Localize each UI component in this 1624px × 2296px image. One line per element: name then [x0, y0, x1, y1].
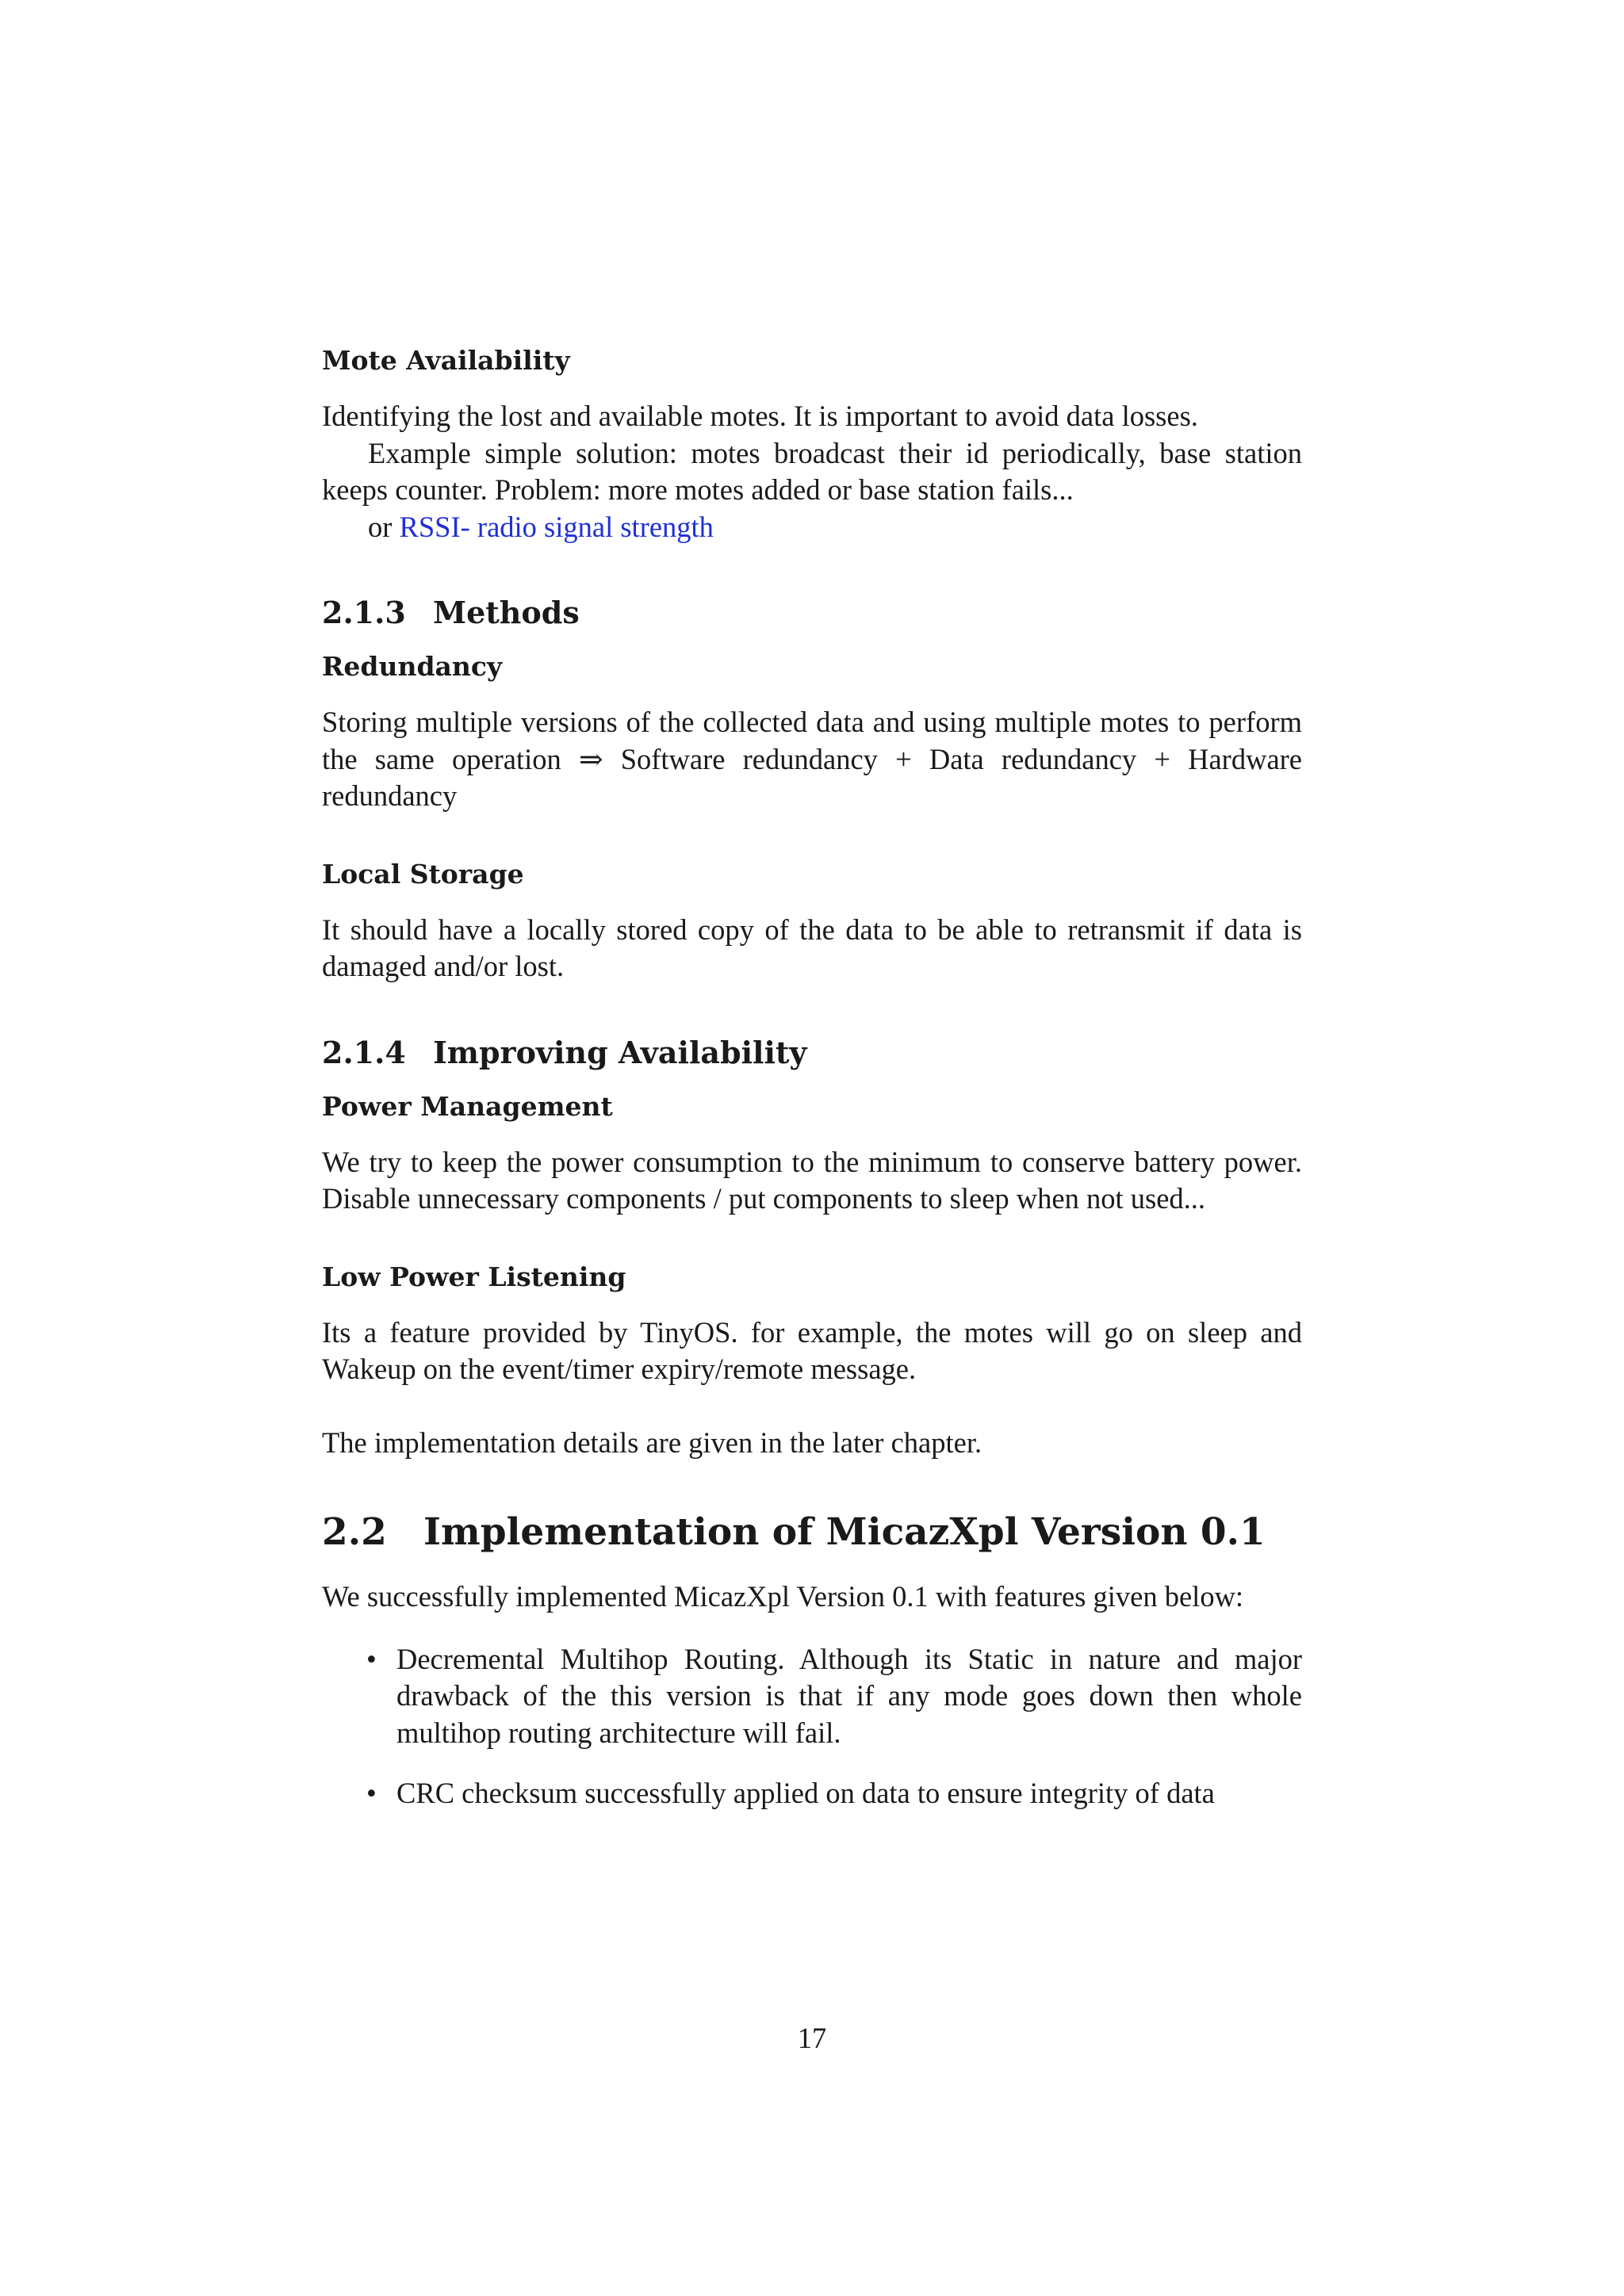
spacer	[322, 1461, 1302, 1509]
feature-list	[322, 1641, 1302, 1812]
spacer	[322, 545, 1302, 593]
list-item-text: CRC checksum successfully applied on data to ensure integrity of data	[396, 1777, 1215, 1809]
spacer	[322, 815, 1302, 856]
rssi-link[interactable]: RSSI- radio signal strength	[399, 510, 714, 543]
implementation-intro: We successfully implemented MicazXpl Version 0.1 with features given below:	[322, 1580, 1244, 1613]
paragraph-heading-local-storage: Local Storage	[322, 858, 524, 890]
mote-availability-text-2: Example simple solution: motes broadcast their id periodically, base station keeps counter. Problem: more motes added or base station fails...	[322, 436, 1302, 506]
rssi-prefix: or	[368, 510, 400, 543]
paragraph-heading-redundancy: Redundancy	[322, 651, 503, 682]
paragraph-heading-low-power-listening: Low Power Listening	[322, 1261, 626, 1292]
spacer	[322, 985, 1302, 1033]
spacer	[322, 1218, 1302, 1259]
implementation-note: The implementation details are given in the later chapter.	[322, 1425, 982, 1459]
subsection-heading-methods	[322, 593, 1302, 633]
redundancy-text: Storing multiple versions of the collected data and using multiple motes to perform the same operation ⇒ Software redundancy + Data redundancy + Hardware redundancy	[322, 706, 1302, 812]
mote-availability-text-3	[322, 509, 1302, 546]
bullet-icon: •	[366, 1777, 377, 1809]
list-item	[366, 1641, 1302, 1752]
bullet-icon: •	[366, 1642, 377, 1675]
page-number: 17	[797, 2022, 827, 2054]
mote-availability-text-1: Identifying the lost and available motes. It is important to avoid data losses.	[322, 400, 1198, 432]
spacer	[322, 1388, 1302, 1425]
section-heading-implementation	[322, 1509, 1302, 1556]
local-storage-text: It should have a locally stored copy of the data to be able to retransmit if data is damaged and/or lost.	[322, 913, 1302, 982]
list-item-text: Decremental Multihop Routing. Although its Static in nature and major drawback of the this version is that if any mode goes down then whole multihop routing architecture will fail.	[396, 1642, 1302, 1749]
spacer	[322, 1616, 1302, 1641]
section-title: Implementation of MicazXpl Version 0.1	[423, 1510, 1266, 1554]
paragraph-heading-mote-availability: Mote Availability	[322, 345, 570, 376]
subsection-number: 2.1.4	[322, 1034, 406, 1070]
subsection-title: Methods	[433, 595, 580, 630]
paragraph-heading-power-management: Power Management	[322, 1090, 613, 1122]
low-power-listening-text: Its a feature provided by TinyOS. for example, the motes will go on sleep and Wakeup on the event/timer expiry/remote message.	[322, 1315, 1302, 1385]
list-item	[366, 1775, 1302, 1812]
page-content	[322, 342, 1302, 1836]
section-number: 2.2	[322, 1510, 387, 1554]
subsection-title: Improving Availability	[433, 1034, 807, 1070]
subsection-heading-improving-availability	[322, 1033, 1302, 1073]
power-management-text: We try to keep the power consumption to the minimum to conserve battery power. Disable unnecessary components / put components to sleep when not used...	[322, 1145, 1302, 1215]
subsection-number: 2.1.3	[322, 595, 406, 630]
